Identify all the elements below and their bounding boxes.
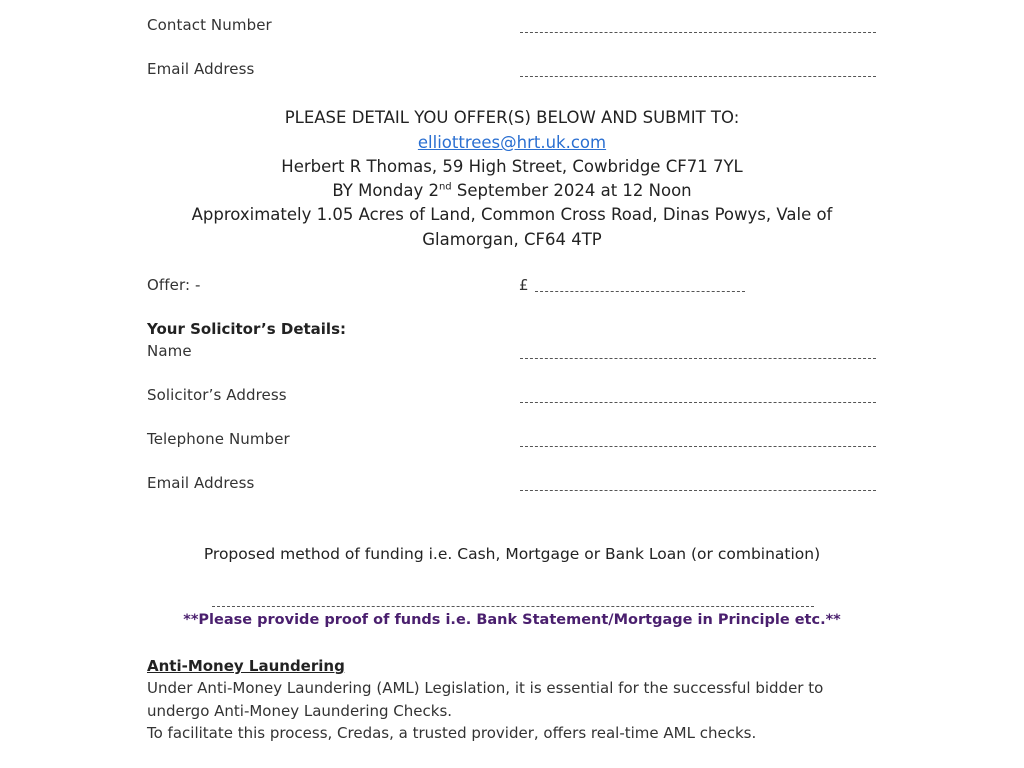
property-line-2: Glamorgan, CF64 4TP: [422, 230, 602, 249]
solicitor-name-field[interactable]: [520, 358, 876, 359]
solicitor-name-label: Name: [147, 342, 192, 360]
aml-heading: Anti-Money Laundering: [147, 657, 345, 675]
solicitor-telephone-label: Telephone Number: [147, 430, 290, 448]
property-line-1: Approximately 1.05 Acres of Land, Common Cross Road, Dinas Powys, Vale of: [191, 205, 833, 224]
contact-number-label: Contact Number: [147, 16, 272, 34]
offer-label: Offer: -: [147, 276, 201, 294]
solicitor-address-field[interactable]: [520, 402, 876, 403]
solicitor-address-label: Solicitor’s Address: [147, 386, 287, 404]
contact-number-field[interactable]: [520, 32, 876, 33]
submission-email-link[interactable]: elliottrees@hrt.uk.com: [417, 133, 607, 152]
offer-currency-symbol: £: [519, 276, 529, 294]
solicitor-email-field[interactable]: [520, 490, 876, 491]
solicitor-heading: Your Solicitor’s Details:: [147, 320, 346, 338]
funding-method-field[interactable]: [212, 606, 814, 607]
submission-deadline: [0, 179, 1024, 203]
solicitor-telephone-field[interactable]: [520, 446, 876, 447]
deadline-prefix: BY Monday 2: [332, 181, 439, 200]
aml-paragraph-line-1: Under Anti-Money Laundering (AML) Legislation, it is essential for the successful bidder to: [147, 679, 824, 697]
proof-of-funds-note: **Please provide proof of funds i.e. Bank Statement/Mortgage in Principle etc.**: [183, 612, 841, 628]
aml-paragraph-line-2: undergo Anti-Money Laundering Checks.: [147, 702, 453, 720]
submission-heading: PLEASE DETAIL YOU OFFER(S) BELOW AND SUBMIT TO:: [284, 108, 740, 127]
submission-email-row: [0, 131, 1024, 155]
email-address-field[interactable]: [520, 76, 876, 77]
deadline-ordinal: nd: [438, 181, 452, 193]
deadline-suffix: September 2024 at 12 Noon: [451, 181, 692, 200]
email-address-label: Email Address: [147, 60, 255, 78]
solicitor-email-label: Email Address: [147, 474, 255, 492]
funding-method-text: Proposed method of funding i.e. Cash, Mortgage or Bank Loan (or combination): [203, 545, 821, 563]
offer-amount-field[interactable]: [535, 291, 745, 292]
submission-address: Herbert R Thomas, 59 High Street, Cowbridge CF71 7YL: [281, 157, 743, 176]
aml-paragraph-line-3: To facilitate this process, Credas, a trusted provider, offers real-time AML checks.: [147, 724, 757, 742]
